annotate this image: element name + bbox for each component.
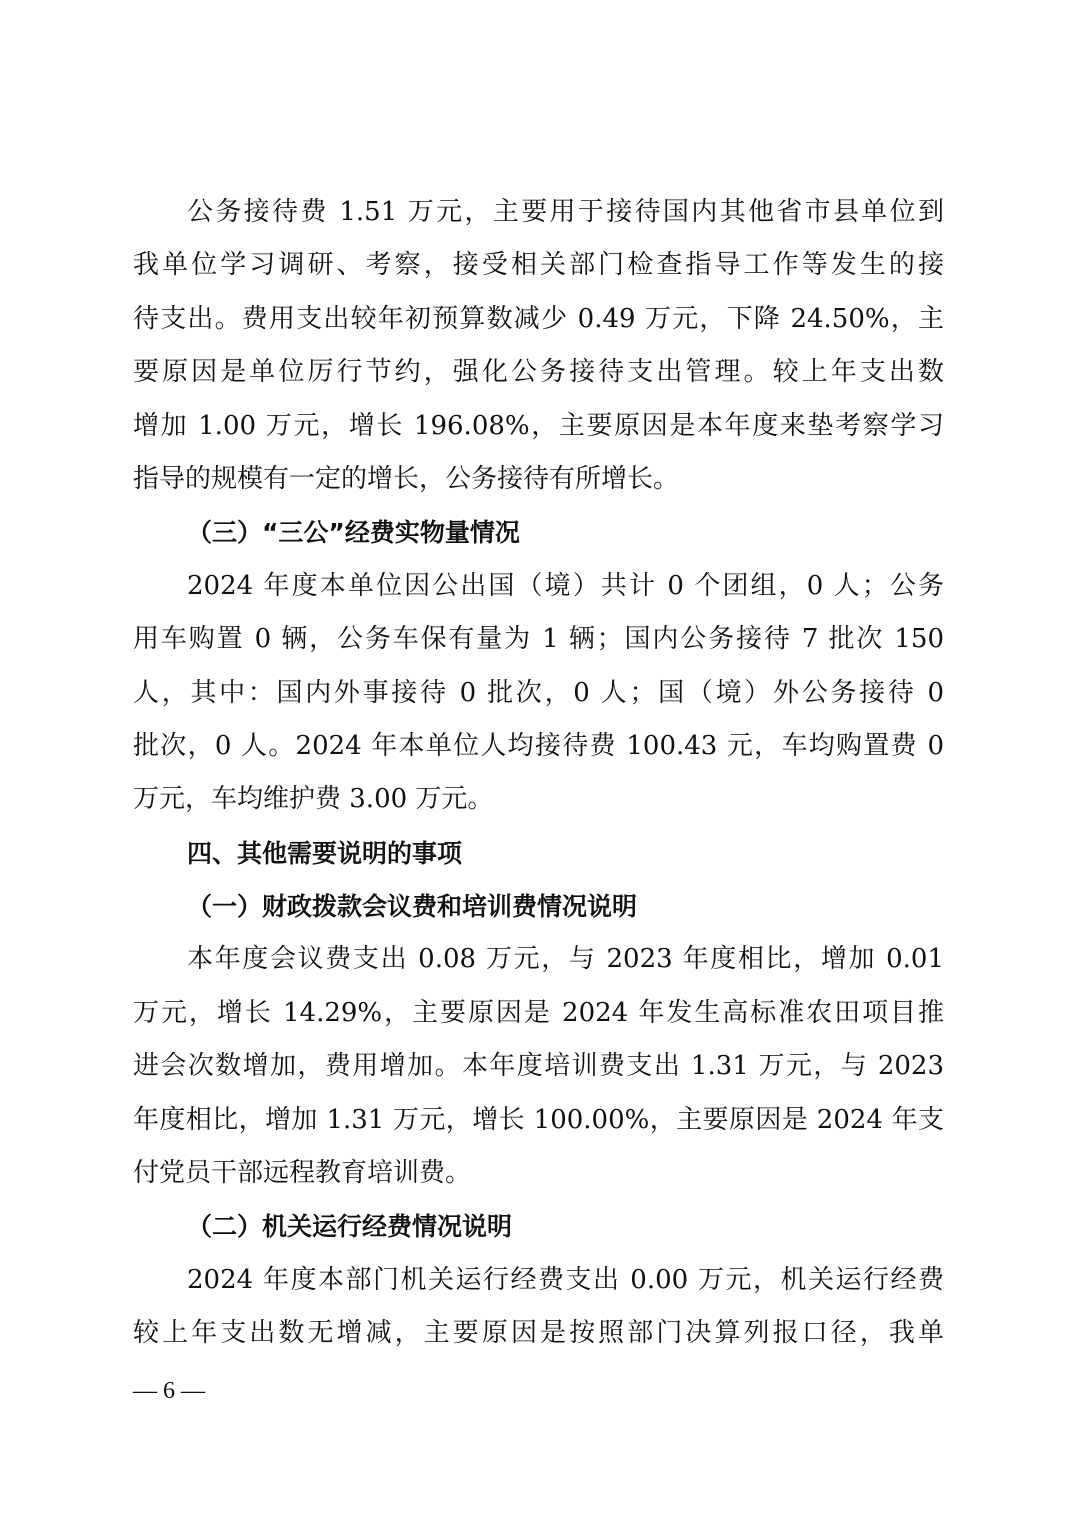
paragraph	[133, 933, 944, 1200]
text-line: 2024 年度本部门机关运行经费支出 0.00 万元，机关运行经费	[187, 1264, 944, 1295]
text-line: 用车购置 0 辆，公务车保有量为 1 辆；国内公务接待 7 批次 150	[133, 624, 944, 655]
text-line: 2024 年度本单位因公出国（境）共计 0 个团组，0 人；公务	[187, 570, 944, 601]
text-line: （一）财政拨款会议费和培训费情况说明	[187, 892, 638, 922]
text-line: （三）“三公”经费实物量情况	[187, 518, 520, 548]
text-line: 增加 1.00 万元，增长 196.08%，主要原因是本年度来垫考察学习	[133, 410, 944, 441]
document-body	[133, 186, 944, 1361]
text-line: 本年度会议费支出 0.08 万元，与 2023 年度相比，增加 0.01	[187, 944, 944, 975]
paragraph	[133, 186, 944, 506]
text-line: 年度相比，增加 1.31 万元，增长 100.00%，主要原因是 2024 年支	[133, 1104, 944, 1135]
text-line: 人，其中：国内外事接待 0 批次，0 人；国（境）外公务接待 0	[133, 677, 944, 708]
text-line: 四、其他需要说明的事项	[187, 838, 463, 868]
text-line: 公务接待费 1.51 万元，主要用于接待国内其他省市县单位到	[187, 197, 944, 227]
paragraph	[133, 560, 944, 827]
text-line: 待支出。费用支出较年初预算数减少 0.49 万元，下降 24.50%，主	[133, 303, 944, 334]
text-line: 进会次数增加，费用增加。本年度培训费支出 1.31 万元，与 2023	[133, 1051, 944, 1082]
paragraph	[133, 1254, 944, 1361]
text-line: 万元，车均维护费 3.00 万元。	[133, 784, 494, 815]
page-number: — 6 —	[133, 1378, 205, 1404]
text-line: 我单位学习调研、考察，接受相关部门检查指导工作等发生的接	[133, 250, 944, 281]
text-line: 批次，0 人。2024 年本单位人均接待费 100.43 元，车均购置费 0	[133, 730, 944, 761]
text-line: 指导的规模有一定的增长，公务接待有所增长。	[133, 463, 680, 494]
section-heading	[133, 880, 944, 933]
text-line: （二）机关运行经费情况说明	[187, 1212, 513, 1242]
section-heading	[133, 827, 944, 880]
text-line: 较上年支出数无增减，主要原因是按照部门决算列报口径，我单	[133, 1318, 944, 1349]
text-line: 要原因是单位厉行节约，强化公务接待支出管理。较上年支出数	[133, 357, 944, 388]
text-line: 万元，增长 14.29%，主要原因是 2024 年发生高标准农田项目推	[133, 997, 944, 1028]
text-line: 付党员干部远程教育培训费。	[133, 1158, 472, 1189]
section-heading	[133, 1200, 944, 1253]
section-heading	[133, 506, 944, 559]
